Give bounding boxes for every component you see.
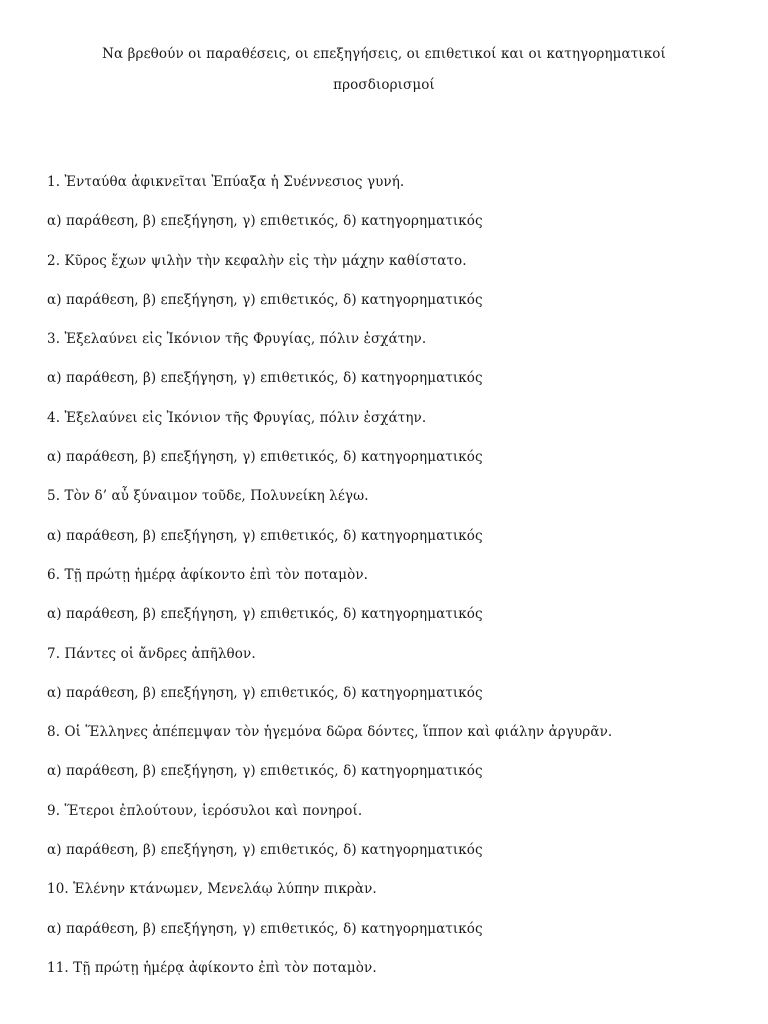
exercise-sentence: 10. Ἑλένην κτάνωμεν, Μενελάῳ λύπην πικρὰν. [47, 881, 377, 898]
exercise-sentence: 11. Τῇ πρώτῃ ἡμέρᾳ ἀφίκοντο ἐπὶ τὸν ποταμὸν. [47, 959, 377, 976]
exercise-options: α) παράθεση, β) επεξήγηση, γ) επιθετικός, δ) κατηγορηματικός [47, 291, 483, 308]
exercise-options: α) παράθεση, β) επεξήγηση, γ) επιθετικός, δ) κατηγορηματικός [47, 370, 483, 387]
exercise-sentence: 7. Πάντες οἱ ἄνδρες ἀπῆλθον. [47, 645, 256, 662]
exercise-options: α) παράθεση, β) επεξήγηση, γ) επιθετικός, δ) κατηγορηματικός [47, 684, 483, 701]
exercise-sentence: 1. Ἐνταύθα ἀφικνεῖται Ἐπύαξα ἡ Συέννεσιος γυνή. [47, 174, 405, 190]
exercise-sentence: 8. Οἱ Ἕλληνες ἀπέπεμψαν τὸν ἡγεμόνα δῶρα δόντες, ἵππον καὶ φιάλην ἀργυρᾶν. [47, 724, 613, 741]
page-title-line-2: προσδιορισμοί [333, 77, 435, 93]
exercise-options: α) παράθεση, β) επεξήγηση, γ) επιθετικός, δ) κατηγορηματικός [47, 920, 483, 937]
exercise-sentence: 5. Τὸν δ’ αὖ ξύναιμον τοῦδε, Πολυνείκη λέγω. [47, 488, 369, 505]
exercise-sentence: 6. Τῇ πρώτῃ ἡμέρᾳ ἀφίκοντο ἐπὶ τὸν ποταμὸν. [47, 566, 369, 583]
exercise-sentence: 2. Κῦρος ἔχων ψιλὴν τὴν κεφαλὴν εἰς τὴν μάχην καθίστατο. [47, 252, 467, 269]
exercise-sentence: 3. Ἐξελαύνει εἰς Ἰκόνιον τῆς Φρυγίας, πόλιν ἐσχάτην. [47, 331, 427, 348]
exercise-options: α) παράθεση, β) επεξήγηση, γ) επιθετικός, δ) κατηγορηματικός [47, 213, 483, 230]
exercise-options: α) παράθεση, β) επεξήγηση, γ) επιθετικός, δ) κατηγορηματικός [47, 527, 483, 544]
exercise-options: α) παράθεση, β) επεξήγηση, γ) επιθετικός, δ) κατηγορηματικός [47, 763, 483, 780]
exercise-list [47, 174, 747, 999]
exercise-options: α) παράθεση, β) επεξήγηση, γ) επιθετικός, δ) κατηγορηματικός [47, 449, 483, 466]
page-title-line-1: Να βρεθούν οι παραθέσεις, οι επεξηγήσεις, οι επιθετικοί και οι κατηγορηματικοί [102, 46, 666, 62]
exercise-options: α) παράθεση, β) επεξήγηση, γ) επιθετικός, δ) κατηγορηματικός [47, 842, 483, 859]
exercise-sentence: 9. Ἕτεροι ἐπλούτουν, ἱερόσυλοι καὶ πονηροί. [47, 802, 363, 819]
exercise-options: α) παράθεση, β) επεξήγηση, γ) επιθετικός, δ) κατηγορηματικός [47, 606, 483, 623]
exercise-sentence: 4. Ἐξελαύνει εἰς Ἰκόνιον τῆς Φρυγίας, πόλιν ἐσχάτην. [47, 409, 427, 426]
